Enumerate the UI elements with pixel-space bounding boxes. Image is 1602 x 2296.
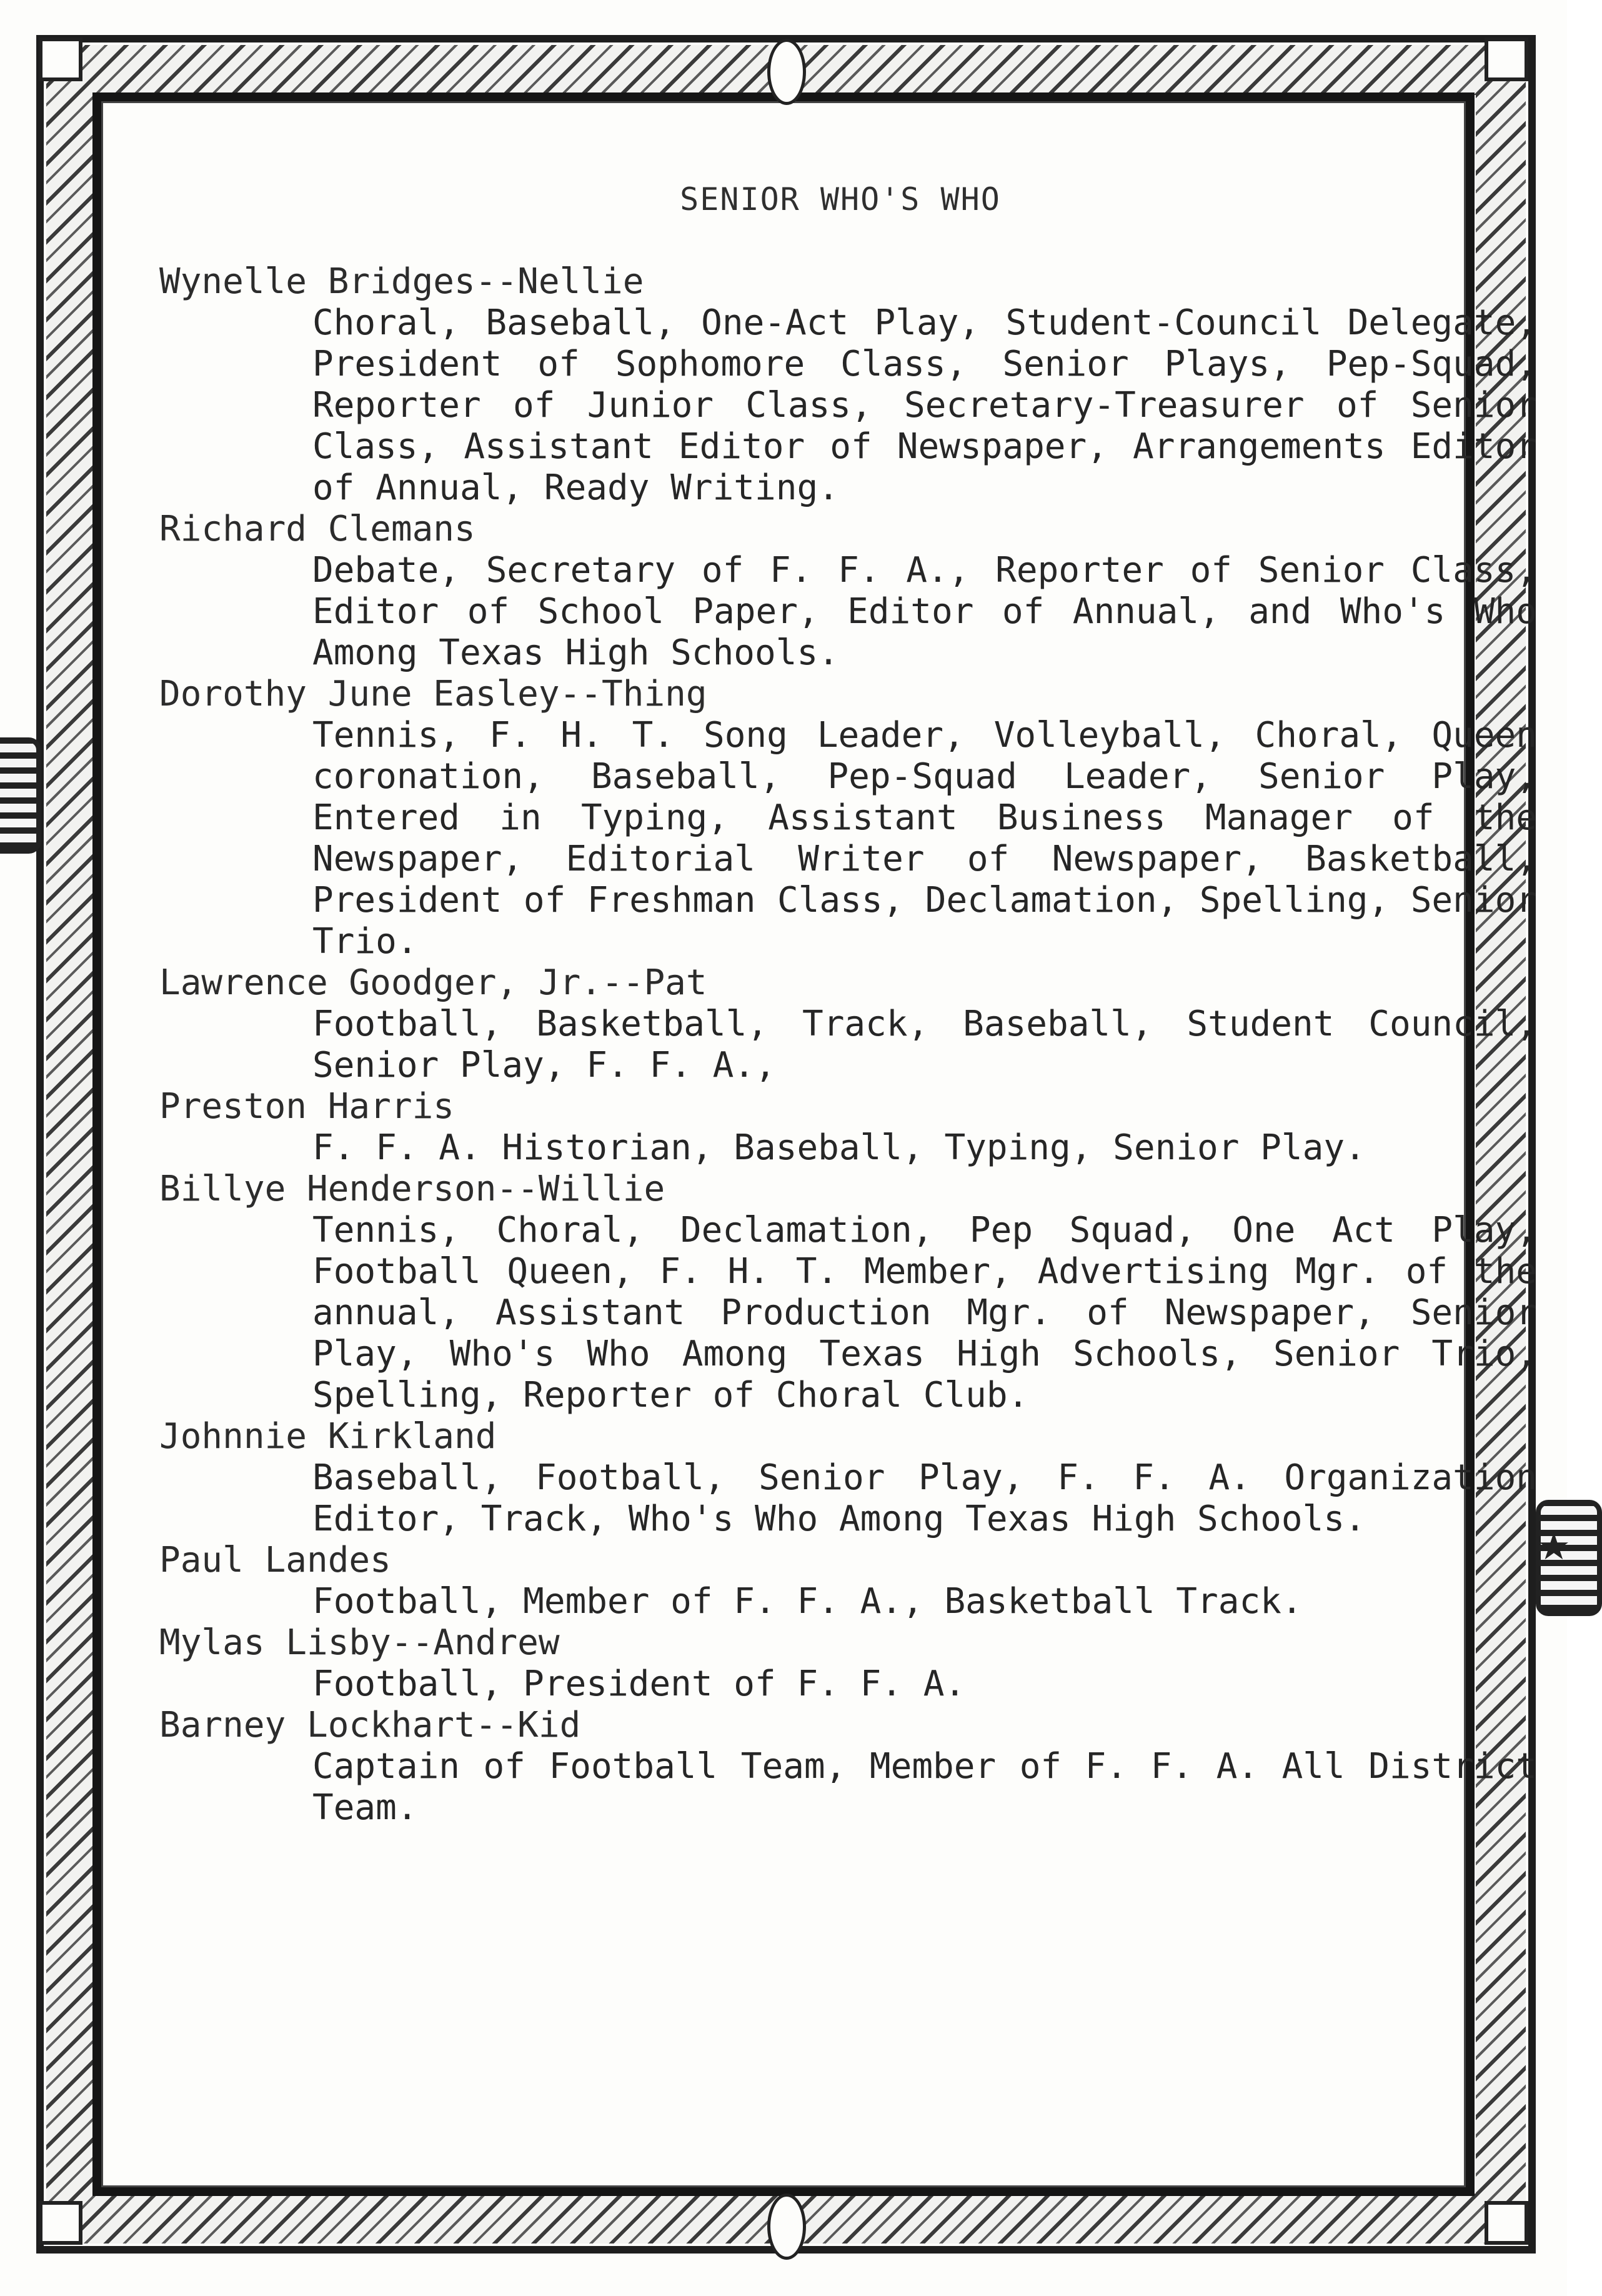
list-item	[159, 1622, 1409, 1705]
student-activities: Tennis, F. H. T. Song Leader, Volleyball, Choral, Queen coronation, Baseball, Pep-Squad Leader, Senior Play, Entered in Typing, Assistant Business Manager of the Newspaper, Editorial Writer of Newspaper, Basketball, President of Freshman Class, Declamation, Spelling, Senior Trio.	[312, 715, 1537, 962]
corner-ornament-top-left	[39, 37, 82, 81]
list-item	[159, 962, 1537, 1086]
list-item	[159, 1086, 1409, 1169]
student-name: Richard Clemans	[159, 509, 475, 549]
student-name: Barney Lockhart--Kid	[159, 1705, 581, 1745]
student-activities: Tennis, Choral, Declamation, Pep Squad, One Act Play, Football Queen, F. H. T. Member, Advertising Mgr. of the annual, Assistant Production Mgr. of Newspaper, Senior Play, Who's Who Among Texas High Schools, Senior Trio, Spelling, Reporter of Choral Club.	[312, 1210, 1537, 1415]
student-name: Lawrence Goodger, Jr.--Pat	[159, 962, 707, 1003]
student-name: Dorothy June Easley--Thing	[159, 674, 707, 714]
corner-ornament-bottom-left	[39, 2201, 82, 2245]
star-icon: ★	[1537, 1525, 1571, 1569]
list-item	[159, 1540, 1409, 1622]
corner-ornament-top-right	[1485, 37, 1528, 81]
student-activities: Football, Basketball, Track, Baseball, Student Council, Senior Play, F. F. A.,	[312, 1004, 1537, 1086]
left-side-badge-ornament	[0, 737, 41, 854]
student-name: Johnnie Kirkland	[159, 1416, 497, 1457]
student-activities: Baseball, Football, Senior Play, F. F. A. Organization Editor, Track, Who's Who Among Texas High Schools.	[312, 1457, 1537, 1539]
student-name: Paul Landes	[159, 1540, 391, 1580]
student-name: Preston Harris	[159, 1086, 455, 1127]
student-activities: Football, Member of F. F. A., Basketball Track.	[312, 1581, 1303, 1622]
bottom-medallion-ornament	[767, 2194, 806, 2260]
list-item	[159, 261, 1537, 509]
list-item	[159, 1705, 1537, 1829]
list-item	[159, 674, 1537, 962]
list-item	[159, 1416, 1537, 1540]
student-name: Mylas Lisby--Andrew	[159, 1622, 560, 1663]
student-name: Wynelle Bridges--Nellie	[159, 261, 644, 302]
top-medallion-ornament	[767, 39, 806, 105]
student-activities: Debate, Secretary of F. F. A., Reporter of Senior Class, Editor of School Paper, Editor of Annual, and Who's Who Among Texas High Schools.	[312, 550, 1537, 673]
student-activities: Football, President of F. F. A.	[312, 1664, 966, 1704]
student-activities: F. F. A. Historian, Baseball, Typing, Senior Play.	[312, 1127, 1366, 1168]
student-activities: Captain of Football Team, Member of F. F. A. All District Team.	[312, 1746, 1537, 1828]
page-title: SENIOR WHO'S WHO	[680, 181, 1001, 217]
student-name: Billye Henderson--Willie	[159, 1169, 665, 1209]
corner-ornament-bottom-right	[1485, 2201, 1528, 2245]
student-activities: Choral, Baseball, One-Act Play, Student-Council Delegate, President of Sophomore Class, Senior Plays, Pep-Squad, Reporter of Junior Class, Secretary-Treasurer of Senior Class, Assistant Editor of Newspaper, Arrangements Editor of Annual, Ready Writing.	[312, 302, 1537, 508]
list-item	[159, 1169, 1537, 1416]
list-item	[159, 509, 1537, 674]
content-area	[159, 181, 1537, 1829]
